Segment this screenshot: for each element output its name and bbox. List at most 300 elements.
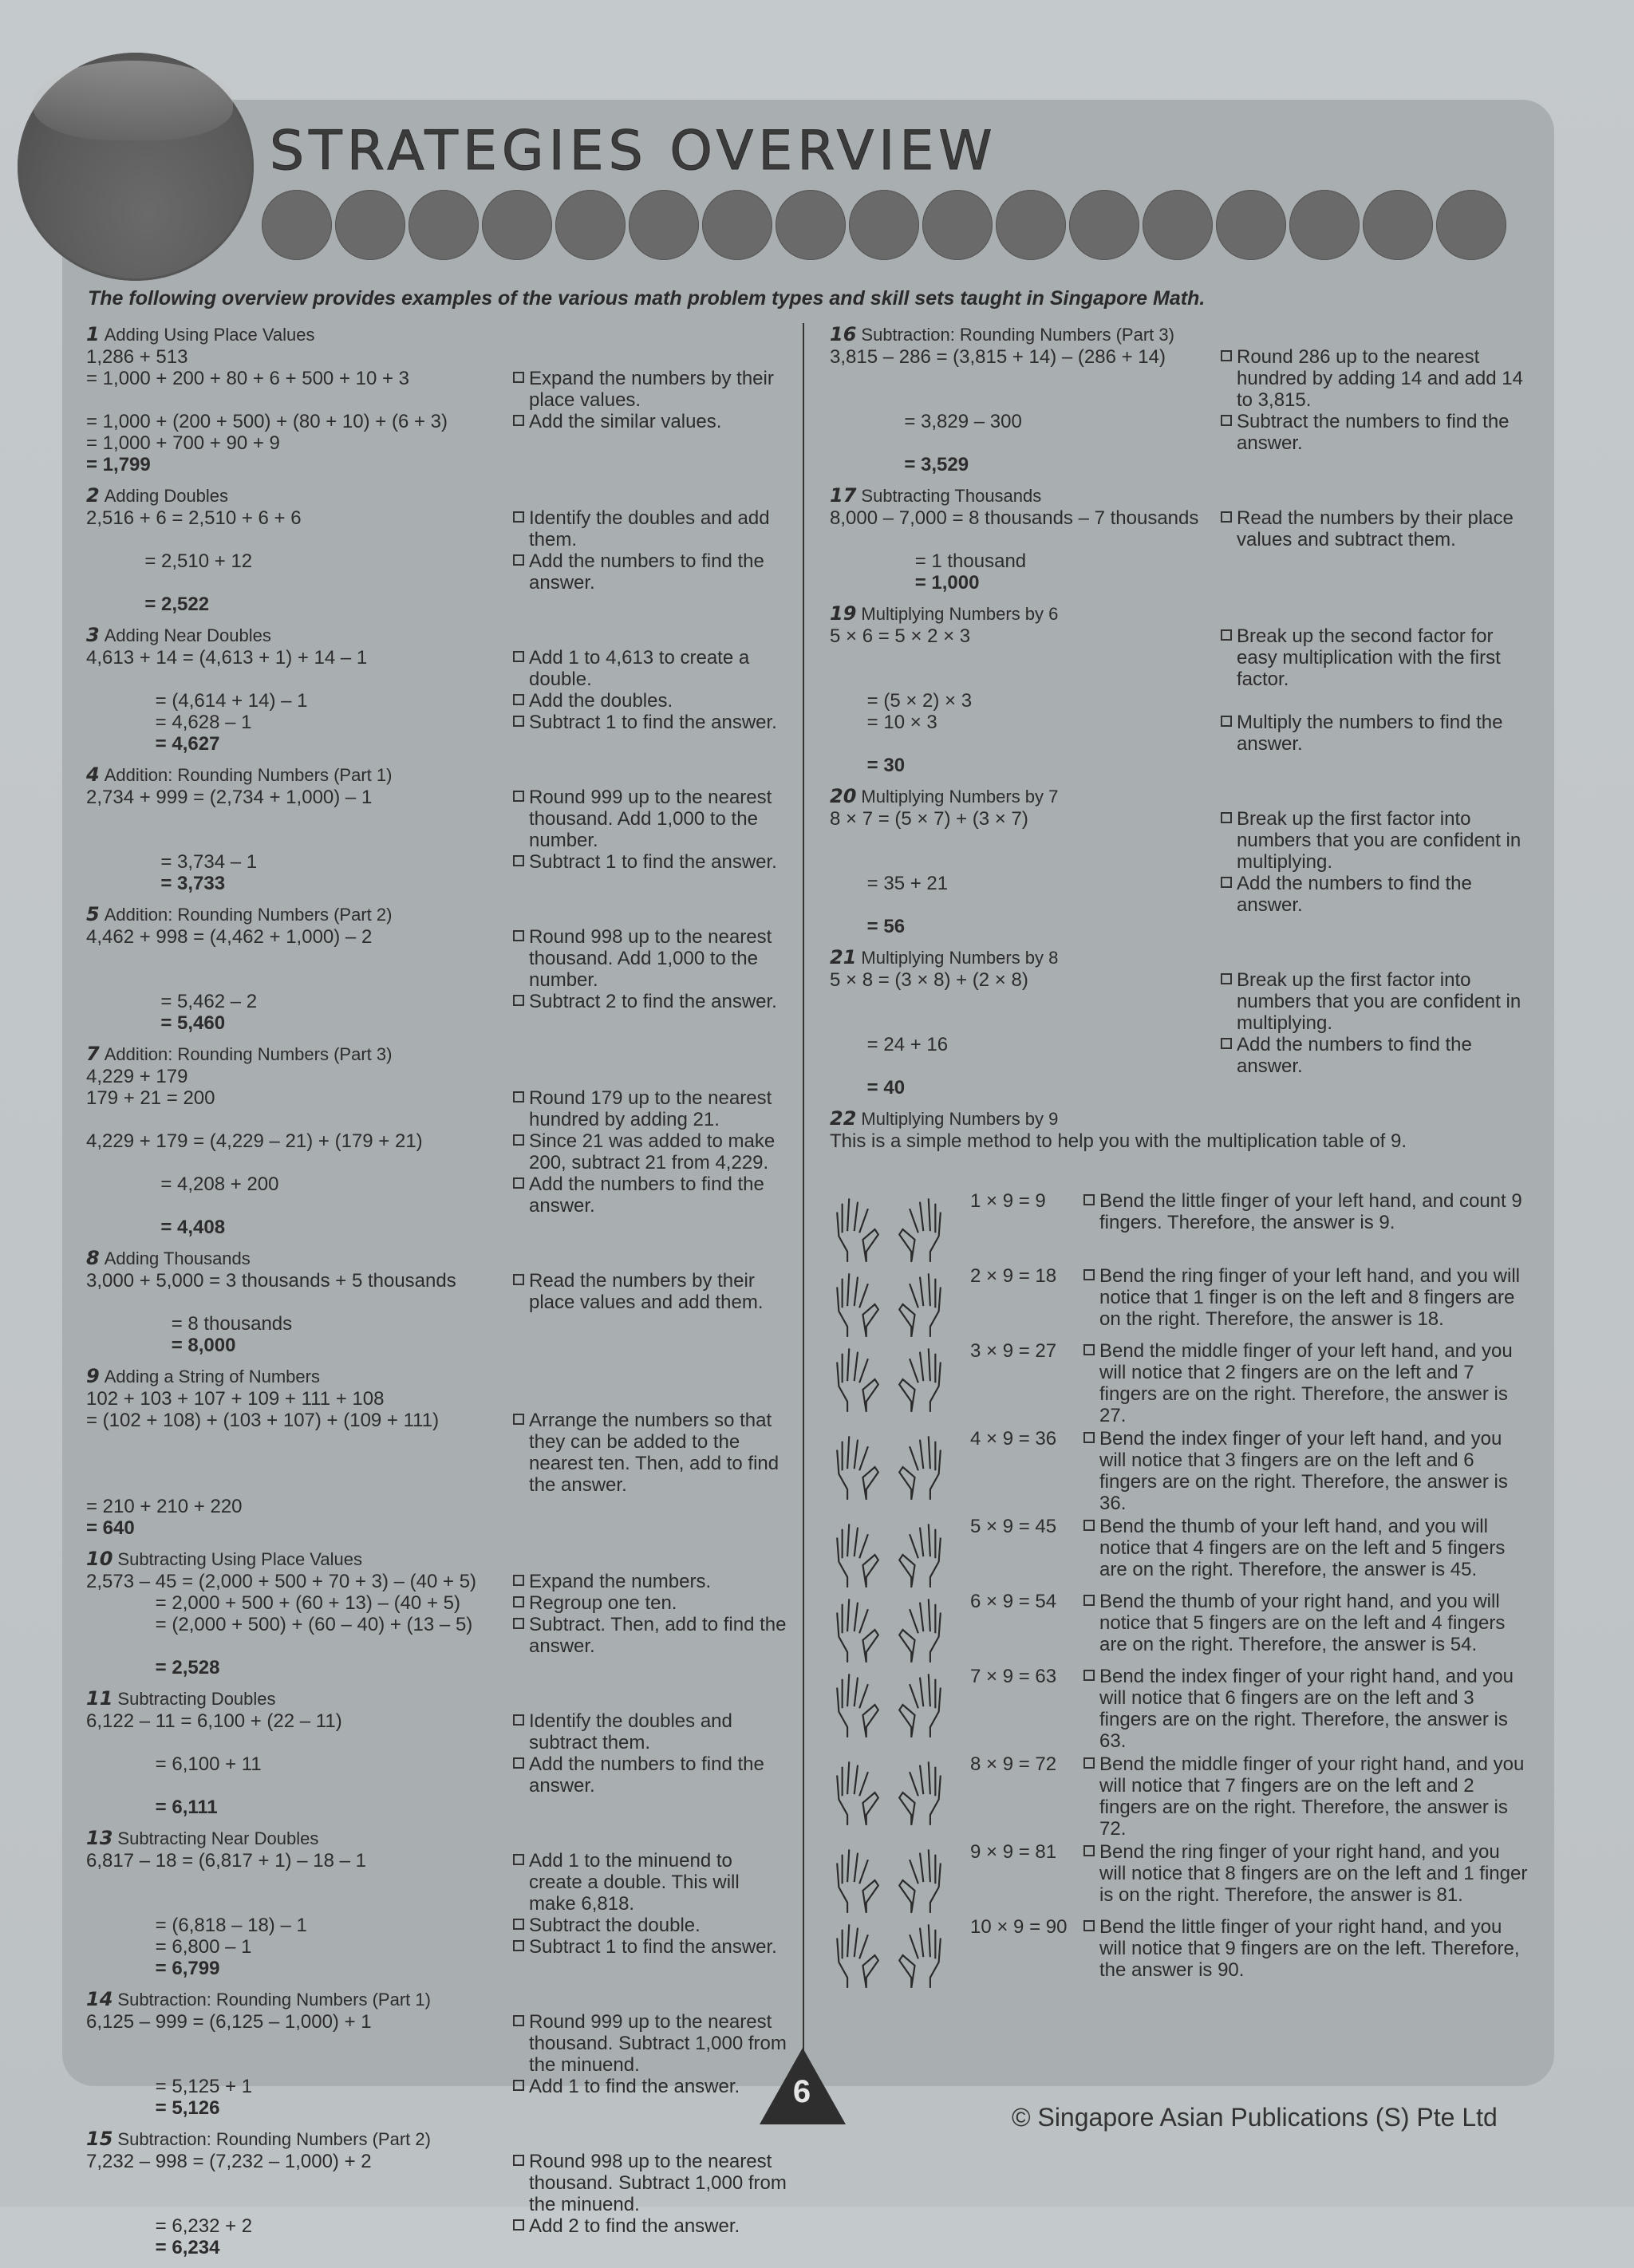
step-explanation (513, 2011, 788, 2076)
explanation-text: Round 998 up to the nearest thousand. Subtract 1,000 from the minuend. (529, 2151, 787, 2215)
checkbox-icon (513, 1274, 524, 1285)
strategy-title: Adding Using Place Values (104, 325, 315, 345)
explanation-text: Add the numbers to find the answer. (1237, 873, 1472, 916)
checkbox-icon (513, 651, 524, 662)
solution-step (86, 2011, 788, 2076)
explanation-text: Bend the thumb of your left hand, and you will notice that 4 fingers are on the left and 5 fingers are on the right. Therefore, the answer is 45. (1099, 1516, 1506, 1580)
nines-row (830, 1591, 1532, 1664)
strategy-heading (830, 485, 1532, 507)
checkbox-icon (513, 1919, 524, 1930)
checkbox-icon (1083, 1269, 1095, 1280)
nines-row (830, 1428, 1532, 1514)
equation-step: 2,516 + 6 = 2,510 + 6 + 6 (86, 507, 302, 529)
nines-equation: 8 × 9 = 72 (970, 1753, 1057, 1775)
decorative-dot (996, 190, 1066, 260)
step-explanation (1083, 1340, 1530, 1426)
step-explanation (513, 1753, 788, 1797)
decorative-dot (1143, 190, 1213, 260)
strategy-number: 1 (86, 323, 100, 345)
equation-step: 1,286 + 513 (86, 346, 188, 368)
strategy-number: 13 (86, 1827, 113, 1849)
explanation-text: Expand the numbers by their place values. (529, 368, 774, 411)
strategy-number: 5 (86, 903, 100, 925)
nines-row (830, 1340, 1532, 1426)
nines-table (830, 1190, 1532, 1990)
strategy-title: Multiplying Numbers by 6 (861, 604, 1059, 624)
step-explanation (513, 1710, 788, 1753)
checkbox-icon (1221, 812, 1232, 823)
decorative-dot (555, 190, 626, 260)
solution-step (86, 926, 788, 991)
checkbox-icon (1083, 1845, 1095, 1856)
explanation-text: Round 998 up to the nearest thousand. Add 1,000 to the number. (529, 926, 772, 991)
equation-step: 4,229 + 179 (86, 1066, 188, 1087)
solution-step (86, 1797, 788, 1818)
equation-step: 3,000 + 5,000 = 3 thousands + 5 thousands (86, 1270, 456, 1292)
checkbox-icon (513, 2015, 524, 2026)
final-answer: = 1,799 (86, 454, 151, 475)
strategy-title: Subtraction: Rounding Numbers (Part 3) (861, 325, 1174, 345)
explanation-text: Expand the numbers. (529, 1571, 712, 1592)
hands-illustration (830, 1666, 970, 1752)
decorative-dot (408, 190, 479, 260)
step-explanation (513, 2076, 788, 2097)
left-hand-icon (830, 1846, 886, 1915)
strategy-title: Addition: Rounding Numbers (Part 3) (104, 1044, 393, 1064)
strategy-title: Subtracting Doubles (117, 1689, 276, 1709)
checkbox-icon (513, 2155, 524, 2166)
explanation-text: Identify the doubles and subtract them. (529, 1710, 732, 1753)
explanation-text: Break up the first factor into numbers that you are confident in multiplying. (1237, 969, 1522, 1034)
equation-step: = 1 thousand (830, 550, 1027, 572)
strategy-number: 14 (86, 1988, 113, 2010)
strategy-number: 7 (86, 1043, 100, 1065)
checkbox-icon (513, 1714, 524, 1726)
final-answer: = 6,111 (86, 1797, 218, 1818)
equation-step: = 24 + 16 (830, 1034, 949, 1055)
step-explanation (1221, 411, 1532, 454)
equation-step: = 35 + 21 (830, 873, 949, 894)
right-hand-icon (892, 1195, 948, 1264)
right-hand-icon (892, 1270, 948, 1339)
decorative-dot (1436, 190, 1506, 260)
decorative-dot (1289, 190, 1360, 260)
decorative-orb (18, 53, 254, 281)
checkbox-icon (1221, 415, 1232, 426)
step-explanation (1083, 1916, 1530, 1990)
solution-step (86, 690, 788, 712)
checkbox-icon (1221, 716, 1232, 727)
explanation-text: Add the numbers to find the answer. (1237, 1034, 1472, 1077)
step-explanation (513, 1915, 788, 1936)
hands-illustration (830, 1428, 970, 1514)
explanation-text: Add the numbers to find the answer. (529, 1173, 764, 1217)
strategy-number: 8 (86, 1247, 100, 1269)
solution-step (830, 625, 1532, 690)
hands-illustration (830, 1841, 970, 1915)
checkbox-icon (513, 2219, 524, 2231)
equation-step: = (102 + 108) + (103 + 107) + (109 + 111) (86, 1410, 440, 1431)
checkbox-icon (1221, 350, 1232, 361)
strategy-item-9 (86, 1366, 788, 1539)
strategy-item-13 (86, 1828, 788, 1979)
equation-step: 4,229 + 179 = (4,229 – 21) + (179 + 21) (86, 1130, 423, 1152)
strategy-title: Multiplying Numbers by 7 (861, 787, 1059, 807)
strategy-number: 15 (86, 2128, 113, 2150)
solution-step (86, 2237, 788, 2258)
strategy-title: Multiplying Numbers by 8 (861, 948, 1059, 968)
step-explanation (1221, 712, 1532, 755)
strategy-item-10 (86, 1548, 788, 1678)
solution-step (86, 787, 788, 851)
left-hand-icon (830, 1595, 886, 1664)
left-hand-icon (830, 1521, 886, 1589)
strategy-item-2 (86, 485, 788, 615)
solution-step (86, 1592, 788, 1614)
nines-equation: 4 × 9 = 36 (970, 1428, 1057, 1450)
strategy-title: Adding a String of Numbers (104, 1367, 320, 1386)
explanation-text: Add 2 to find the answer. (529, 2215, 740, 2237)
solution-step (86, 1012, 788, 1034)
solution-step (830, 1077, 1532, 1099)
strategy-item-4 (86, 764, 788, 894)
equation-step: 102 + 103 + 107 + 109 + 111 + 108 (86, 1388, 385, 1410)
step-explanation (513, 2215, 788, 2237)
solution-step (86, 1335, 788, 1356)
checkbox-icon (513, 415, 524, 426)
step-explanation (513, 1130, 788, 1173)
left-hand-icon (830, 1195, 886, 1264)
step-explanation (1083, 1841, 1530, 1915)
decorative-dot (629, 190, 699, 260)
explanation-text: Bend the ring finger of your left hand, and you will notice that 1 finger is on the left and 8 fingers are on the right. Therefore, the answer is 18. (1099, 1265, 1520, 1330)
final-answer: = 4,408 (86, 1217, 226, 1238)
explanation-text: Bend the index finger of your right hand, and you will notice that 6 fingers are on the left and 3 fingers are on the right. Therefore, the answer is 63. (1099, 1666, 1514, 1752)
explanation-text: Subtract 2 to find the answer. (529, 991, 777, 1012)
strategy-title: Adding Thousands (104, 1248, 251, 1268)
strategy-heading (86, 485, 788, 507)
final-answer: = 5,126 (86, 2097, 220, 2119)
explanation-text: Bend the middle finger of your left hand, and you will notice that 2 fingers are on the left and 7 fingers are on the right. Therefore, the answer is 27. (1099, 1340, 1513, 1426)
decorative-dot (702, 190, 772, 260)
strategy-number: 10 (86, 1548, 113, 1570)
explanation-text: Since 21 was added to make 200, subtract 21 from 4,229. (529, 1130, 776, 1173)
strategy-item-17 (830, 485, 1532, 594)
nines-row (830, 1841, 1532, 1915)
solution-step (86, 507, 788, 550)
step-explanation (1221, 507, 1532, 550)
step-explanation (1221, 1034, 1532, 1077)
decorative-dot (482, 190, 552, 260)
final-answer: = 2,528 (86, 1657, 220, 1678)
equation-step: = 1,000 + 200 + 80 + 6 + 500 + 10 + 3 (86, 368, 410, 389)
left-hand-icon (830, 1345, 886, 1414)
solution-step (86, 1614, 788, 1657)
checkbox-icon (1083, 1595, 1095, 1606)
right-column-items (830, 324, 1532, 1099)
nines-row (830, 1516, 1532, 1589)
equation-step: = 3,829 – 300 (830, 411, 1022, 432)
checkbox-icon (513, 1940, 524, 1951)
strategy-number: 17 (830, 484, 857, 507)
strategy-item-15 (86, 2128, 788, 2258)
step-explanation (1221, 873, 1532, 916)
explanation-text: Subtract the double. (529, 1915, 701, 1936)
left-hand-icon (830, 1270, 886, 1339)
intro-text: The following overview provides examples of the various math problem types and skill sets taught in Singapore Math. (88, 287, 1206, 310)
strategy-number: 19 (830, 602, 857, 625)
explanation-text: Bend the index finger of your left hand, and you will notice that 3 fingers are on the left and 6 fingers are on the right. Therefore, the answer is 36. (1099, 1428, 1508, 1514)
checkbox-icon (513, 1414, 524, 1425)
strategy-item-1 (86, 324, 788, 475)
solution-step (830, 507, 1532, 550)
hands-illustration (830, 1340, 970, 1426)
step-explanation (1221, 808, 1532, 873)
step-explanation (1083, 1190, 1530, 1264)
solution-step (86, 454, 788, 475)
strategy-title: Subtraction: Rounding Numbers (Part 1) (117, 1990, 431, 2010)
equation-step: 5 × 8 = (3 × 8) + (2 × 8) (830, 969, 1028, 991)
strategy-heading (86, 1043, 788, 1065)
solution-step (86, 1710, 788, 1753)
explanation-text: Subtract the numbers to find the answer. (1237, 411, 1510, 454)
equation-step: 6,817 – 18 = (6,817 + 1) – 18 – 1 (86, 1850, 366, 1872)
explanation-text: Add the doubles. (529, 690, 673, 712)
strategy-number: 21 (830, 946, 857, 968)
right-hand-icon (892, 1758, 948, 1827)
nines-row (830, 1916, 1532, 1990)
checkbox-icon (1083, 1757, 1095, 1769)
checkbox-icon (513, 554, 524, 566)
decorative-dot-row (262, 190, 1510, 260)
strategy-heading (86, 764, 788, 786)
final-answer: = 2,522 (86, 594, 210, 615)
strategy-heading (86, 324, 788, 345)
solution-step (86, 1496, 788, 1517)
final-answer: = 56 (830, 916, 906, 937)
explanation-text: Bend the ring finger of your right hand, and you will notice that 8 fingers are on the left and 1 finger is on the right. Therefore, the answer is 81. (1099, 1841, 1528, 1906)
strategy-heading (86, 2128, 788, 2150)
equation-step: 2,573 – 45 = (2,000 + 500 + 70 + 3) – (40 + 5) (86, 1571, 477, 1592)
checkbox-icon (513, 1596, 524, 1607)
solution-step (86, 1657, 788, 1678)
final-answer: = 640 (86, 1517, 135, 1539)
page-title: STRATEGIES OVERVIEW (270, 120, 997, 183)
decorative-dot (1363, 190, 1433, 260)
equation-step: = 10 × 3 (830, 712, 937, 733)
strategy-heading (86, 1366, 788, 1387)
equation-step: 3,815 – 286 = (3,815 + 14) – (286 + 14) (830, 346, 1166, 368)
strategy-heading (86, 1548, 788, 1570)
solution-step (830, 916, 1532, 937)
decorative-dot (1069, 190, 1139, 260)
step-explanation (513, 507, 788, 550)
step-explanation (513, 926, 788, 991)
hands-illustration (830, 1516, 970, 1589)
solution-step (830, 346, 1532, 411)
step-explanation (513, 851, 788, 873)
right-hand-icon (892, 1670, 948, 1739)
solution-step (86, 346, 788, 368)
checkbox-icon (513, 995, 524, 1006)
solution-step (830, 1034, 1532, 1077)
step-explanation (1221, 346, 1532, 411)
checkbox-icon (1083, 1520, 1095, 1531)
step-explanation (513, 368, 788, 411)
strategy-number: 16 (830, 323, 857, 345)
hands-illustration (830, 1916, 970, 1990)
explanation-text: Bend the little finger of your left hand, and count 9 fingers. Therefore, the answer is 9. (1099, 1190, 1522, 1233)
checkbox-icon (513, 1854, 524, 1865)
checkbox-icon (513, 855, 524, 866)
solution-step (86, 594, 788, 615)
solution-step (86, 1130, 788, 1173)
solution-step (830, 969, 1532, 1034)
strategy-heading (830, 1108, 1532, 1130)
step-explanation (513, 1173, 788, 1217)
equation-step: = 4,628 – 1 (86, 712, 252, 733)
left-column (86, 324, 788, 2268)
solution-step (86, 2215, 788, 2237)
step-explanation (1083, 1428, 1530, 1514)
final-answer: = 3,733 (86, 873, 226, 894)
solution-step (86, 2076, 788, 2097)
explanation-text: Bend the thumb of your right hand, and you will notice that 5 fingers are on the left and 4 fingers are on the right. Therefore, the answer is 54. (1099, 1591, 1506, 1655)
checkbox-icon (513, 1757, 524, 1769)
strategy-title: Subtracting Using Place Values (117, 1549, 362, 1569)
nines-equation: 7 × 9 = 63 (970, 1666, 1057, 1687)
step-explanation (1221, 969, 1532, 1034)
step-explanation (513, 712, 788, 733)
nines-intro: This is a simple method to help you with the multiplication table of 9. (830, 1130, 1407, 1152)
explanation-text: Round 286 up to the nearest hundred by adding 14 and add 14 to 3,815. (1237, 346, 1523, 411)
explanation-text: Break up the second factor for easy multiplication with the first factor. (1237, 625, 1501, 690)
checkbox-icon (513, 1134, 524, 1146)
equation-step: = 6,100 + 11 (86, 1753, 262, 1775)
equation-step: = 1,000 + (200 + 500) + (80 + 10) + (6 + 3) (86, 411, 448, 432)
step-explanation (513, 1592, 788, 1614)
strategy-number: 9 (86, 1365, 100, 1387)
explanation-text: Bend the little finger of your right hand, and you will notice that 9 fingers are on the left. Therefore, the answer is 90. (1099, 1916, 1520, 1981)
solution-step (830, 712, 1532, 755)
strategy-heading (86, 1248, 788, 1269)
strategy-number: 22 (830, 1107, 857, 1130)
strategy-title: Multiplying Numbers by 9 (861, 1109, 1059, 1129)
equation-step: = 2,000 + 500 + (60 + 13) – (40 + 5) (86, 1592, 460, 1614)
final-answer: = 6,799 (86, 1958, 220, 1979)
explanation-text: Bend the middle finger of your right hand, and you will notice that 7 fingers are on the left and 2 fingers are on the right. Therefore, the answer is 72. (1099, 1753, 1525, 1840)
checkbox-icon (1221, 1038, 1232, 1049)
step-explanation (513, 1270, 788, 1313)
final-answer: = 4,627 (86, 733, 220, 755)
solution-step (86, 2097, 788, 2119)
left-hand-icon (830, 1670, 886, 1739)
step-explanation (513, 1936, 788, 1958)
strategy-number: 4 (86, 763, 100, 786)
explanation-text: Read the numbers by their place values and subtract them. (1237, 507, 1514, 550)
explanation-text: Identify the doubles and add them. (529, 507, 770, 550)
decorative-dot (922, 190, 993, 260)
nines-row (830, 1265, 1532, 1339)
explanation-text: Add the similar values. (529, 411, 722, 432)
strategy-item-5 (86, 904, 788, 1034)
final-answer: = 3,529 (830, 454, 969, 475)
right-hand-icon (892, 1921, 948, 1990)
solution-step (86, 2151, 788, 2215)
checkbox-icon (513, 930, 524, 941)
equation-step: 8,000 – 7,000 = 8 thousands – 7 thousands (830, 507, 1199, 529)
step-explanation (513, 2151, 788, 2215)
strategy-item-16 (830, 324, 1532, 475)
solution-step (830, 572, 1532, 594)
checkbox-icon (1083, 1194, 1095, 1205)
strategy-heading (830, 324, 1532, 345)
solution-step (86, 411, 788, 432)
nines-equation: 10 × 9 = 90 (970, 1916, 1068, 1938)
equation-step: 5 × 6 = 5 × 2 × 3 (830, 625, 971, 647)
left-hand-icon (830, 1921, 886, 1990)
step-explanation (513, 787, 788, 851)
equation-step: = 6,232 + 2 (86, 2215, 253, 2237)
step-explanation (1221, 625, 1532, 690)
decorative-dot (776, 190, 846, 260)
solution-step (86, 1958, 788, 1979)
nines-row (830, 1666, 1532, 1752)
solution-step (86, 1270, 788, 1313)
explanation-text: Break up the first factor into numbers that you are confident in multiplying. (1237, 808, 1522, 873)
solution-step (86, 1313, 788, 1335)
solution-step (86, 550, 788, 594)
explanation-text: Subtract 1 to find the answer. (529, 851, 777, 873)
solution-step (86, 712, 788, 733)
equation-step: = 4,208 + 200 (86, 1173, 279, 1195)
strategy-heading (86, 625, 788, 646)
strategy-heading (86, 1989, 788, 2010)
strategy-heading (830, 947, 1532, 968)
strategy-item-3 (86, 625, 788, 755)
checkbox-icon (513, 372, 524, 383)
step-explanation (513, 1410, 788, 1496)
right-hand-icon (892, 1521, 948, 1589)
strategy-item-7 (86, 1043, 788, 1238)
equation-step: 7,232 – 998 = (7,232 – 1,000) + 2 (86, 2151, 372, 2172)
decorative-dot (849, 190, 919, 260)
solution-step (86, 991, 788, 1012)
solution-step (86, 1936, 788, 1958)
final-answer: = 40 (830, 1077, 906, 1099)
strategy-title: Subtraction: Rounding Numbers (Part 2) (117, 2129, 431, 2149)
decorative-dot (262, 190, 332, 260)
solution-step (86, 1217, 788, 1238)
checkbox-icon (1083, 1920, 1095, 1931)
equation-step: = 2,510 + 12 (86, 550, 253, 572)
explanation-text: Add the numbers to find the answer. (529, 550, 764, 594)
nines-equation: 1 × 9 = 9 (970, 1190, 1046, 1212)
strategy-item-20 (830, 786, 1532, 937)
strategy-heading (86, 1688, 788, 1710)
nines-equation: 5 × 9 = 45 (970, 1516, 1057, 1537)
final-answer: = 5,460 (86, 1012, 226, 1034)
solution-step (86, 1388, 788, 1410)
decorative-dot (1216, 190, 1286, 260)
nines-equation: 6 × 9 = 54 (970, 1591, 1057, 1612)
step-explanation (513, 1087, 788, 1130)
checkbox-icon (513, 1177, 524, 1189)
equation-step: 6,125 – 999 = (6,125 – 1,000) + 1 (86, 2011, 372, 2033)
right-hand-icon (892, 1345, 948, 1414)
right-hand-icon (892, 1846, 948, 1915)
explanation-text: Round 179 up to the nearest hundred by adding 21. (529, 1087, 772, 1130)
